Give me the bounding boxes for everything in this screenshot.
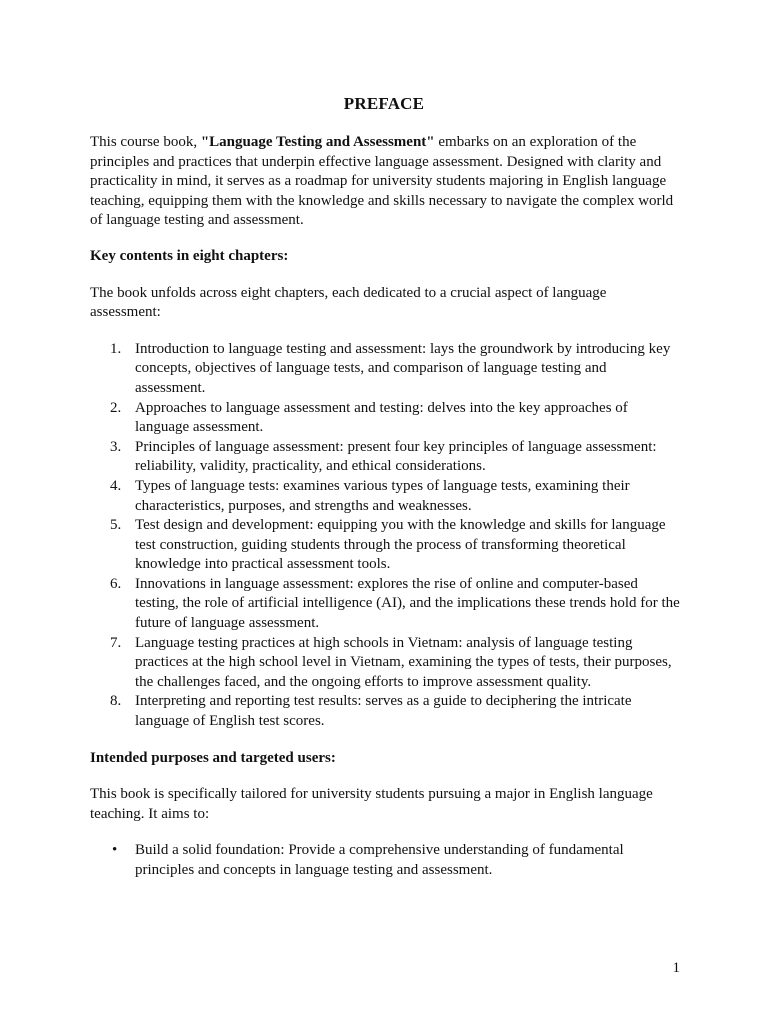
list-item-number: 7. [110,634,122,651]
list-item-number: 6. [110,575,122,592]
list-item-number: 4. [110,477,122,494]
aims-list [90,841,680,880]
intro-after: embarks on an exploration of the principles and practices that underpin effective language assessment. Designed with clarity and practicality in mind, it serves as a roadmap for university students majoring in English language teaching, equipping them with the knowledge and skills necessary to navigate the complex world of language testing and assessment. [90,134,674,229]
list-item-text: Approaches to language assessment and testing: delves into the key approaches of language assessment. [135,399,628,436]
list-item [90,634,680,693]
list-item-text: Test design and development: equipping you with the knowledge and skills for language test construction, guiding students through the process of transforming theoretical knowledge into practical assessment tools. [135,517,666,573]
list-item-text: Principles of language assessment: present four key principles of language assessment: reliability, validity, practicality, and ethical considerations. [135,438,657,475]
list-item-text: Build a solid foundation: Provide a comprehensive understanding of fundamental principles and concepts in language testing and assessment. [135,842,624,878]
section-heading-intended-purposes: Intended purposes and targeted users: [90,749,336,766]
list-item-number: 3. [110,438,122,455]
list-item [90,399,680,438]
book-title: "Language Testing and Assessment" [200,134,435,150]
list-item-text: Introduction to language testing and assessment: lays the groundwork by introducing key concepts, objectives of language tests, and comparison of language testing and assessment. [135,340,671,396]
page-title: PREFACE [343,94,425,113]
list-item-text: Types of language tests: examines various types of language tests, examining their characteristics, purposes, and strengths and weaknesses. [135,477,630,514]
page-number: 1 [672,960,680,976]
list-item-number: 8. [110,693,122,710]
list-item-number: 2. [110,399,122,416]
list-item-number: 5. [110,517,122,534]
list-item [90,575,680,634]
list-item [90,438,680,477]
list-item [90,516,680,575]
section-lead-key-contents: The book unfolds across eight chapters, each dedicated to a crucial aspect of language assessment: [90,284,607,321]
list-item [90,340,680,399]
chapter-list [90,340,680,732]
list-item-text: Interpreting and reporting test results: serves as a guide to deciphering the intricate language of English test scores. [135,693,632,730]
list-item-text: Language testing practices at high schools in Vietnam: analysis of language testing practices at the high school level in Vietnam, examining the types of tests, their purposes, the challenges faced, and the ongoing efforts to improve assessment quality. [135,634,672,690]
page-content [90,133,680,881]
bullet-icon: • [112,842,118,859]
list-item [90,841,680,880]
intro-paragraph [90,133,680,231]
section-heading-key-contents: Key contents in eight chapters: [90,247,289,264]
list-item-text: Innovations in language assessment: explores the rise of online and computer-based testing, the role of artificial intelligence (AI), and the implications these trends hold for the future of language assessment. [135,575,680,632]
section-lead-intended-purposes: This book is specifically tailored for university students pursuing a major in English language teaching. It aims to: [90,786,653,822]
list-item [90,692,680,731]
list-item-number: 1. [110,340,122,357]
intro-before: This course book, [90,134,201,150]
list-item [90,477,680,516]
